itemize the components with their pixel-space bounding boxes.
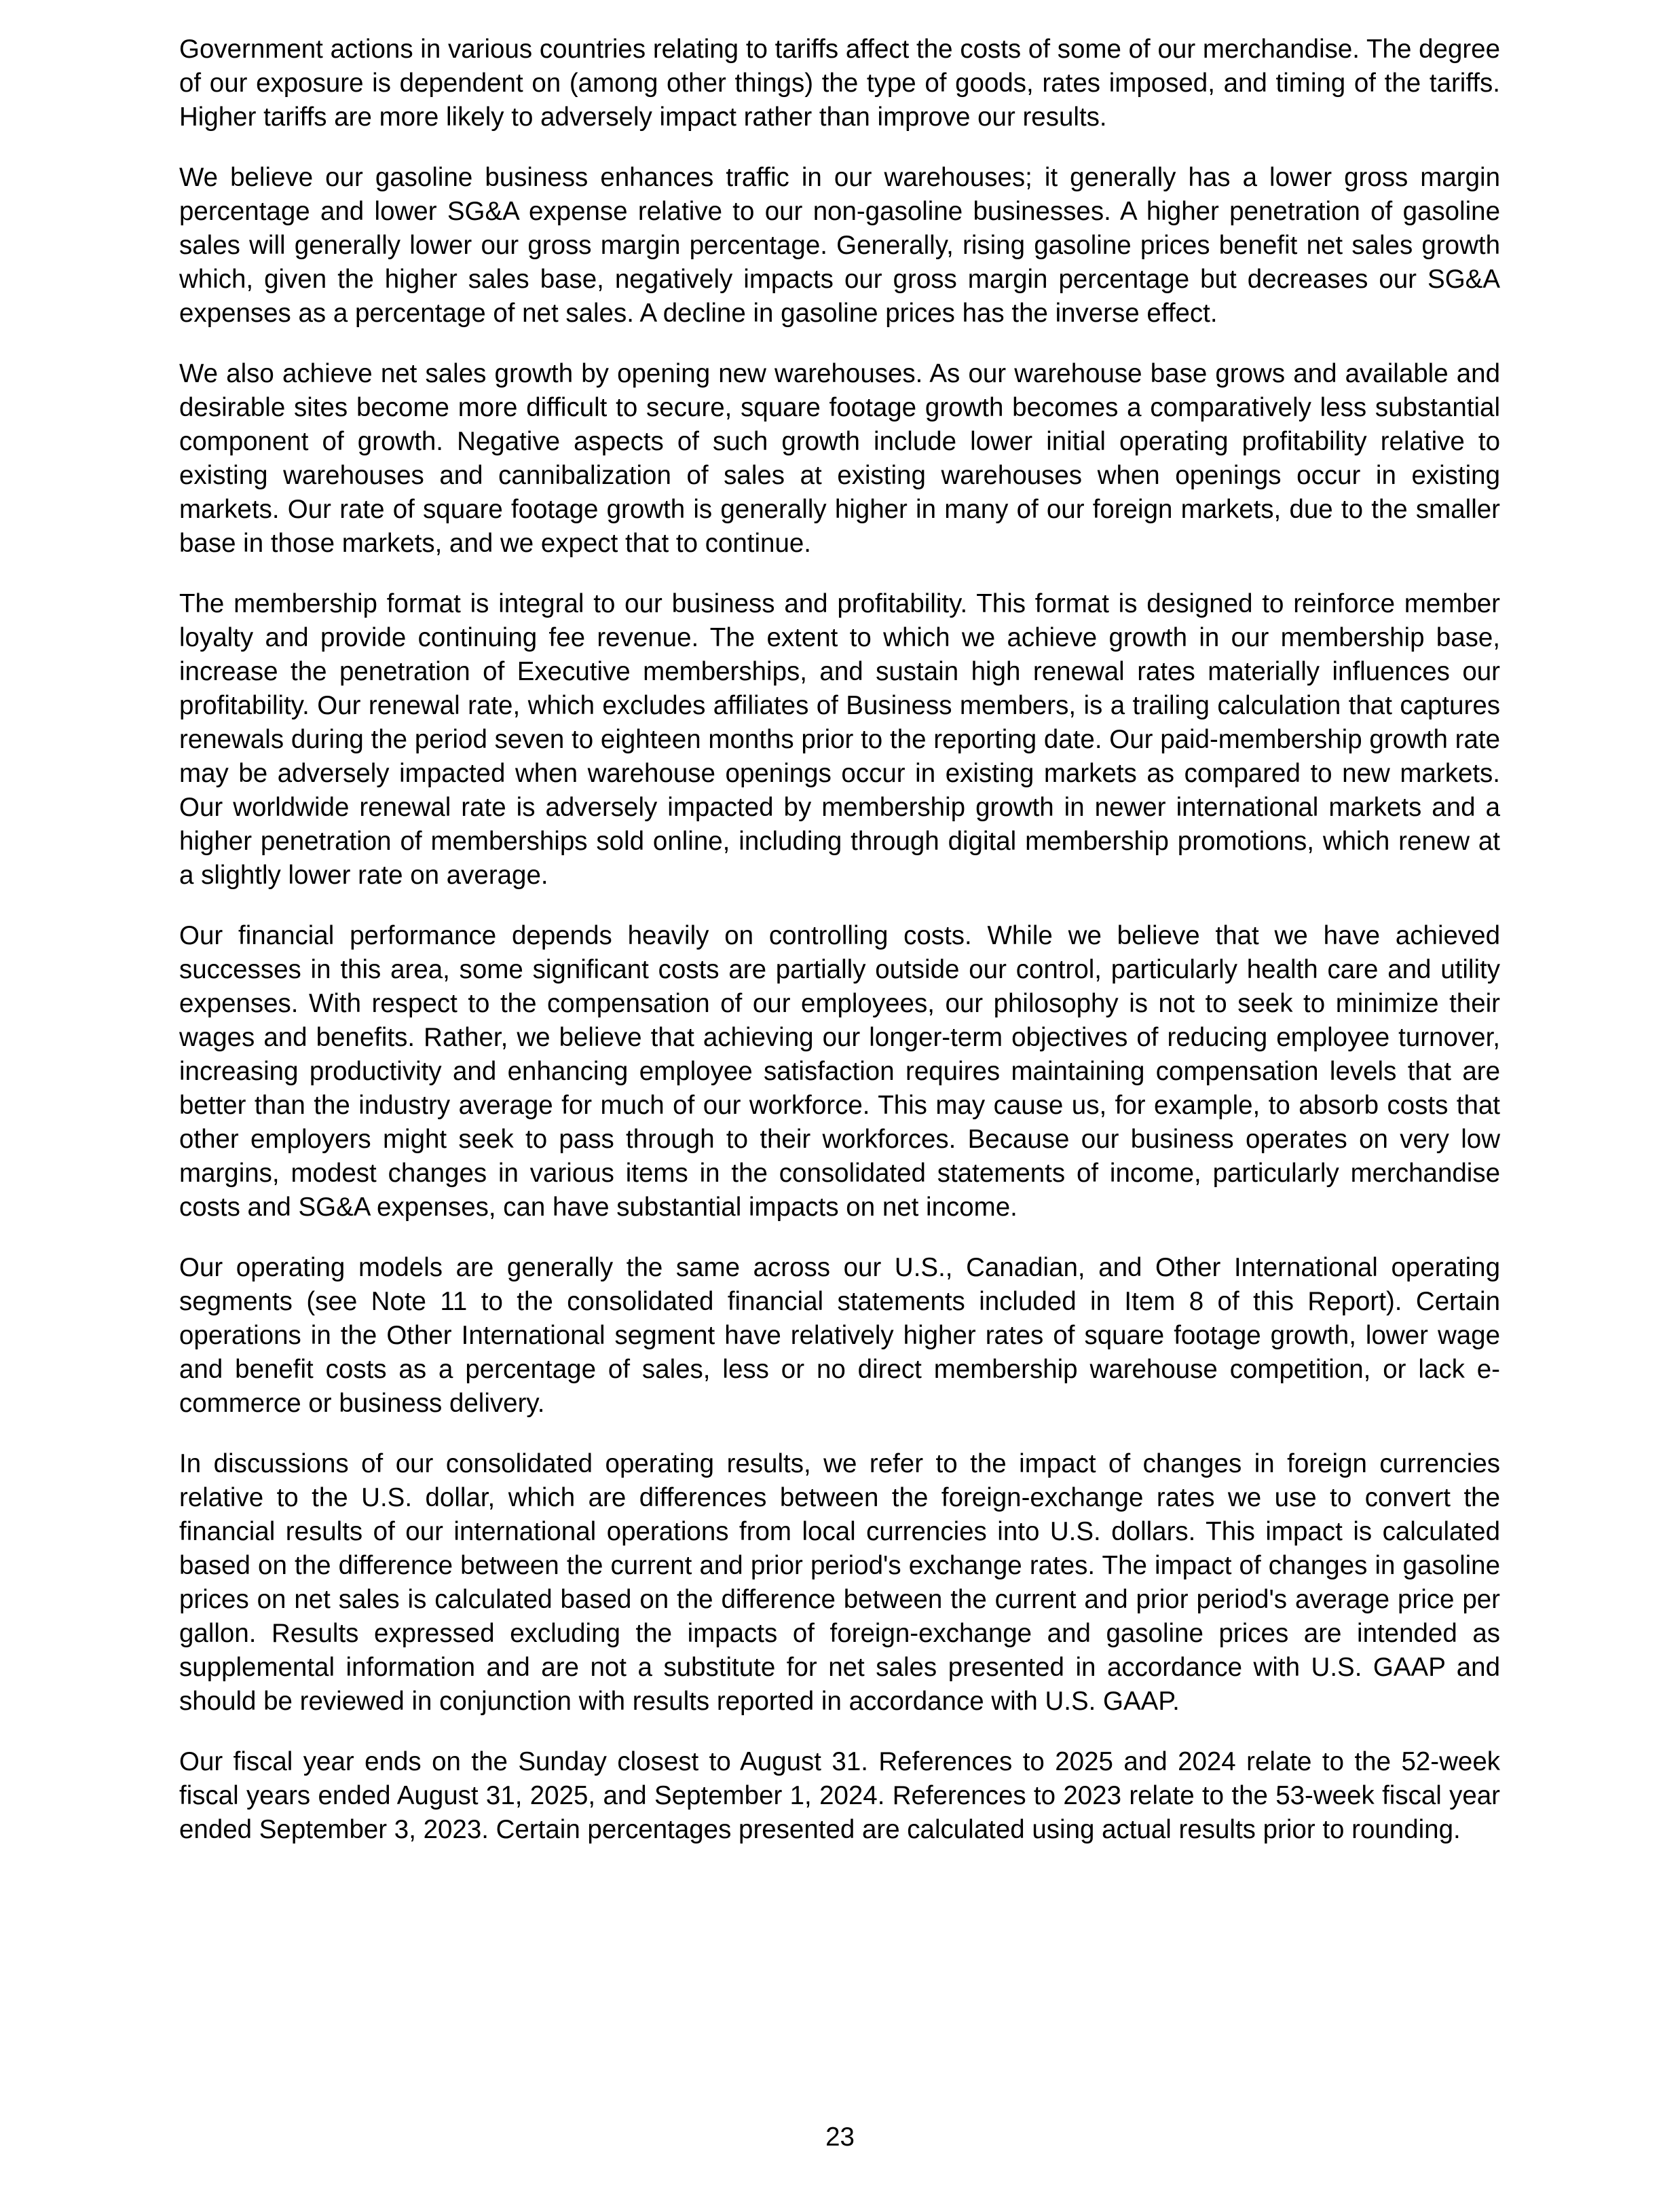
paragraph-tariffs: Government actions in various countries relating to tariffs affect the costs of some of our merchandise. The degree of our exposure is dependent on (among other things) the type of goods, rates imposed, and timing of the tariffs. Higher tariffs are more likely to adversely impact rather than improve our results. <box>179 35 1500 132</box>
document-body <box>179 33 1500 1873</box>
page-number: 23 <box>825 2122 855 2152</box>
paragraph-foreign-currencies: In discussions of our consolidated operating results, we refer to the impact of changes in foreign currencies relative to the U.S. dollar, which are differences between the foreign-exchange rates we use to convert the financial results of our international operations from local currencies into U.S. dollars. This impact is calculated based on the difference between the current and prior period's exchange rates. The impact of changes in gasoline prices on net sales is calculated based on the difference between the current and prior period's average price per gallon. Results expressed excluding the impacts of foreign-exchange and gasoline prices are intended as supplemental information and are not a substitute for net sales presented in accordance with U.S. GAAP and should be reviewed in conjunction with results reported in accordance with U.S. GAAP. <box>179 1449 1500 1716</box>
paragraph-operating-models: Our operating models are generally the same across our U.S., Canadian, and Other International operating segments (see Note 11 to the consolidated financial statements included in Item 8 of this Report). Certain operations in the Other International segment have relatively higher rates of square footage growth, lower wage and benefit costs as a percentage of sales, less or no direct membership warehouse competition, or lack e-commerce or business delivery. <box>179 1253 1500 1418</box>
paragraph-gasoline-business: We believe our gasoline business enhances traffic in our warehouses; it generally has a lower gross margin percentage and lower SG&A expense relative to our non-gasoline businesses. A higher penetration of gasoline sales will generally lower our gross margin percentage. Generally, rising gasoline prices benefit net sales growth which, given the higher sales base, negatively impacts our gross margin percentage but decreases our SG&A expenses as a percentage of net sales. A decline in gasoline prices has the inverse effect. <box>179 163 1500 328</box>
paragraph-fiscal-year: Our fiscal year ends on the Sunday closest to August 31. References to 2025 and 2024 relate to the 52-week fiscal years ended August 31, 2025, and September 1, 2024. References to 2023 relate to the 53-week fiscal year ended September 3, 2023. Certain percentages presented are calculated using actual results prior to rounding. <box>179 1747 1500 1844</box>
paragraph-membership-format: The membership format is integral to our business and profitability. This format is designed to reinforce member loyalty and provide continuing fee revenue. The extent to which we achieve growth in our membership base, increase the penetration of Executive memberships, and sustain high renewal rates materially influences our profitability. Our renewal rate, which excludes affiliates of Business members, is a trailing calculation that captures renewals during the period seven to eighteen months prior to the reporting date. Our paid-membership growth rate may be adversely impacted when warehouse openings occur in existing markets as compared to new markets. Our worldwide renewal rate is adversely impacted by membership growth in newer international markets and a higher penetration of memberships sold online, including through digital membership promotions, which renew at a slightly lower rate on average. <box>179 589 1500 890</box>
paragraph-controlling-costs: Our financial performance depends heavily on controlling costs. While we believe that we have achieved successes in this area, some significant costs are partially outside our control, particularly health care and utility expenses. With respect to the compensation of our employees, our philosophy is not to seek to minimize their wages and benefits. Rather, we believe that achieving our longer-term objectives of reducing employee turnover, increasing productivity and enhancing employee satisfaction requires maintaining compensation levels that are better than the industry average for much of our workforce. This may cause us, for example, to absorb costs that other employers might seek to pass through to their workforces. Because our business operates on very low margins, modest changes in various items in the consolidated statements of income, particularly merchandise costs and SG&A expenses, can have substantial impacts on net income. <box>179 921 1500 1222</box>
paragraph-new-warehouses: We also achieve net sales growth by opening new warehouses. As our warehouse base grows and available and desirable sites become more difficult to secure, square footage growth becomes a comparatively less substantial component of growth. Negative aspects of such growth include lower initial operating profitability relative to existing warehouses and cannibalization of sales at existing warehouses when openings occur in existing markets. Our rate of square footage growth is generally higher in many of our foreign markets, due to the smaller base in those markets, and we expect that to continue. <box>179 359 1500 558</box>
